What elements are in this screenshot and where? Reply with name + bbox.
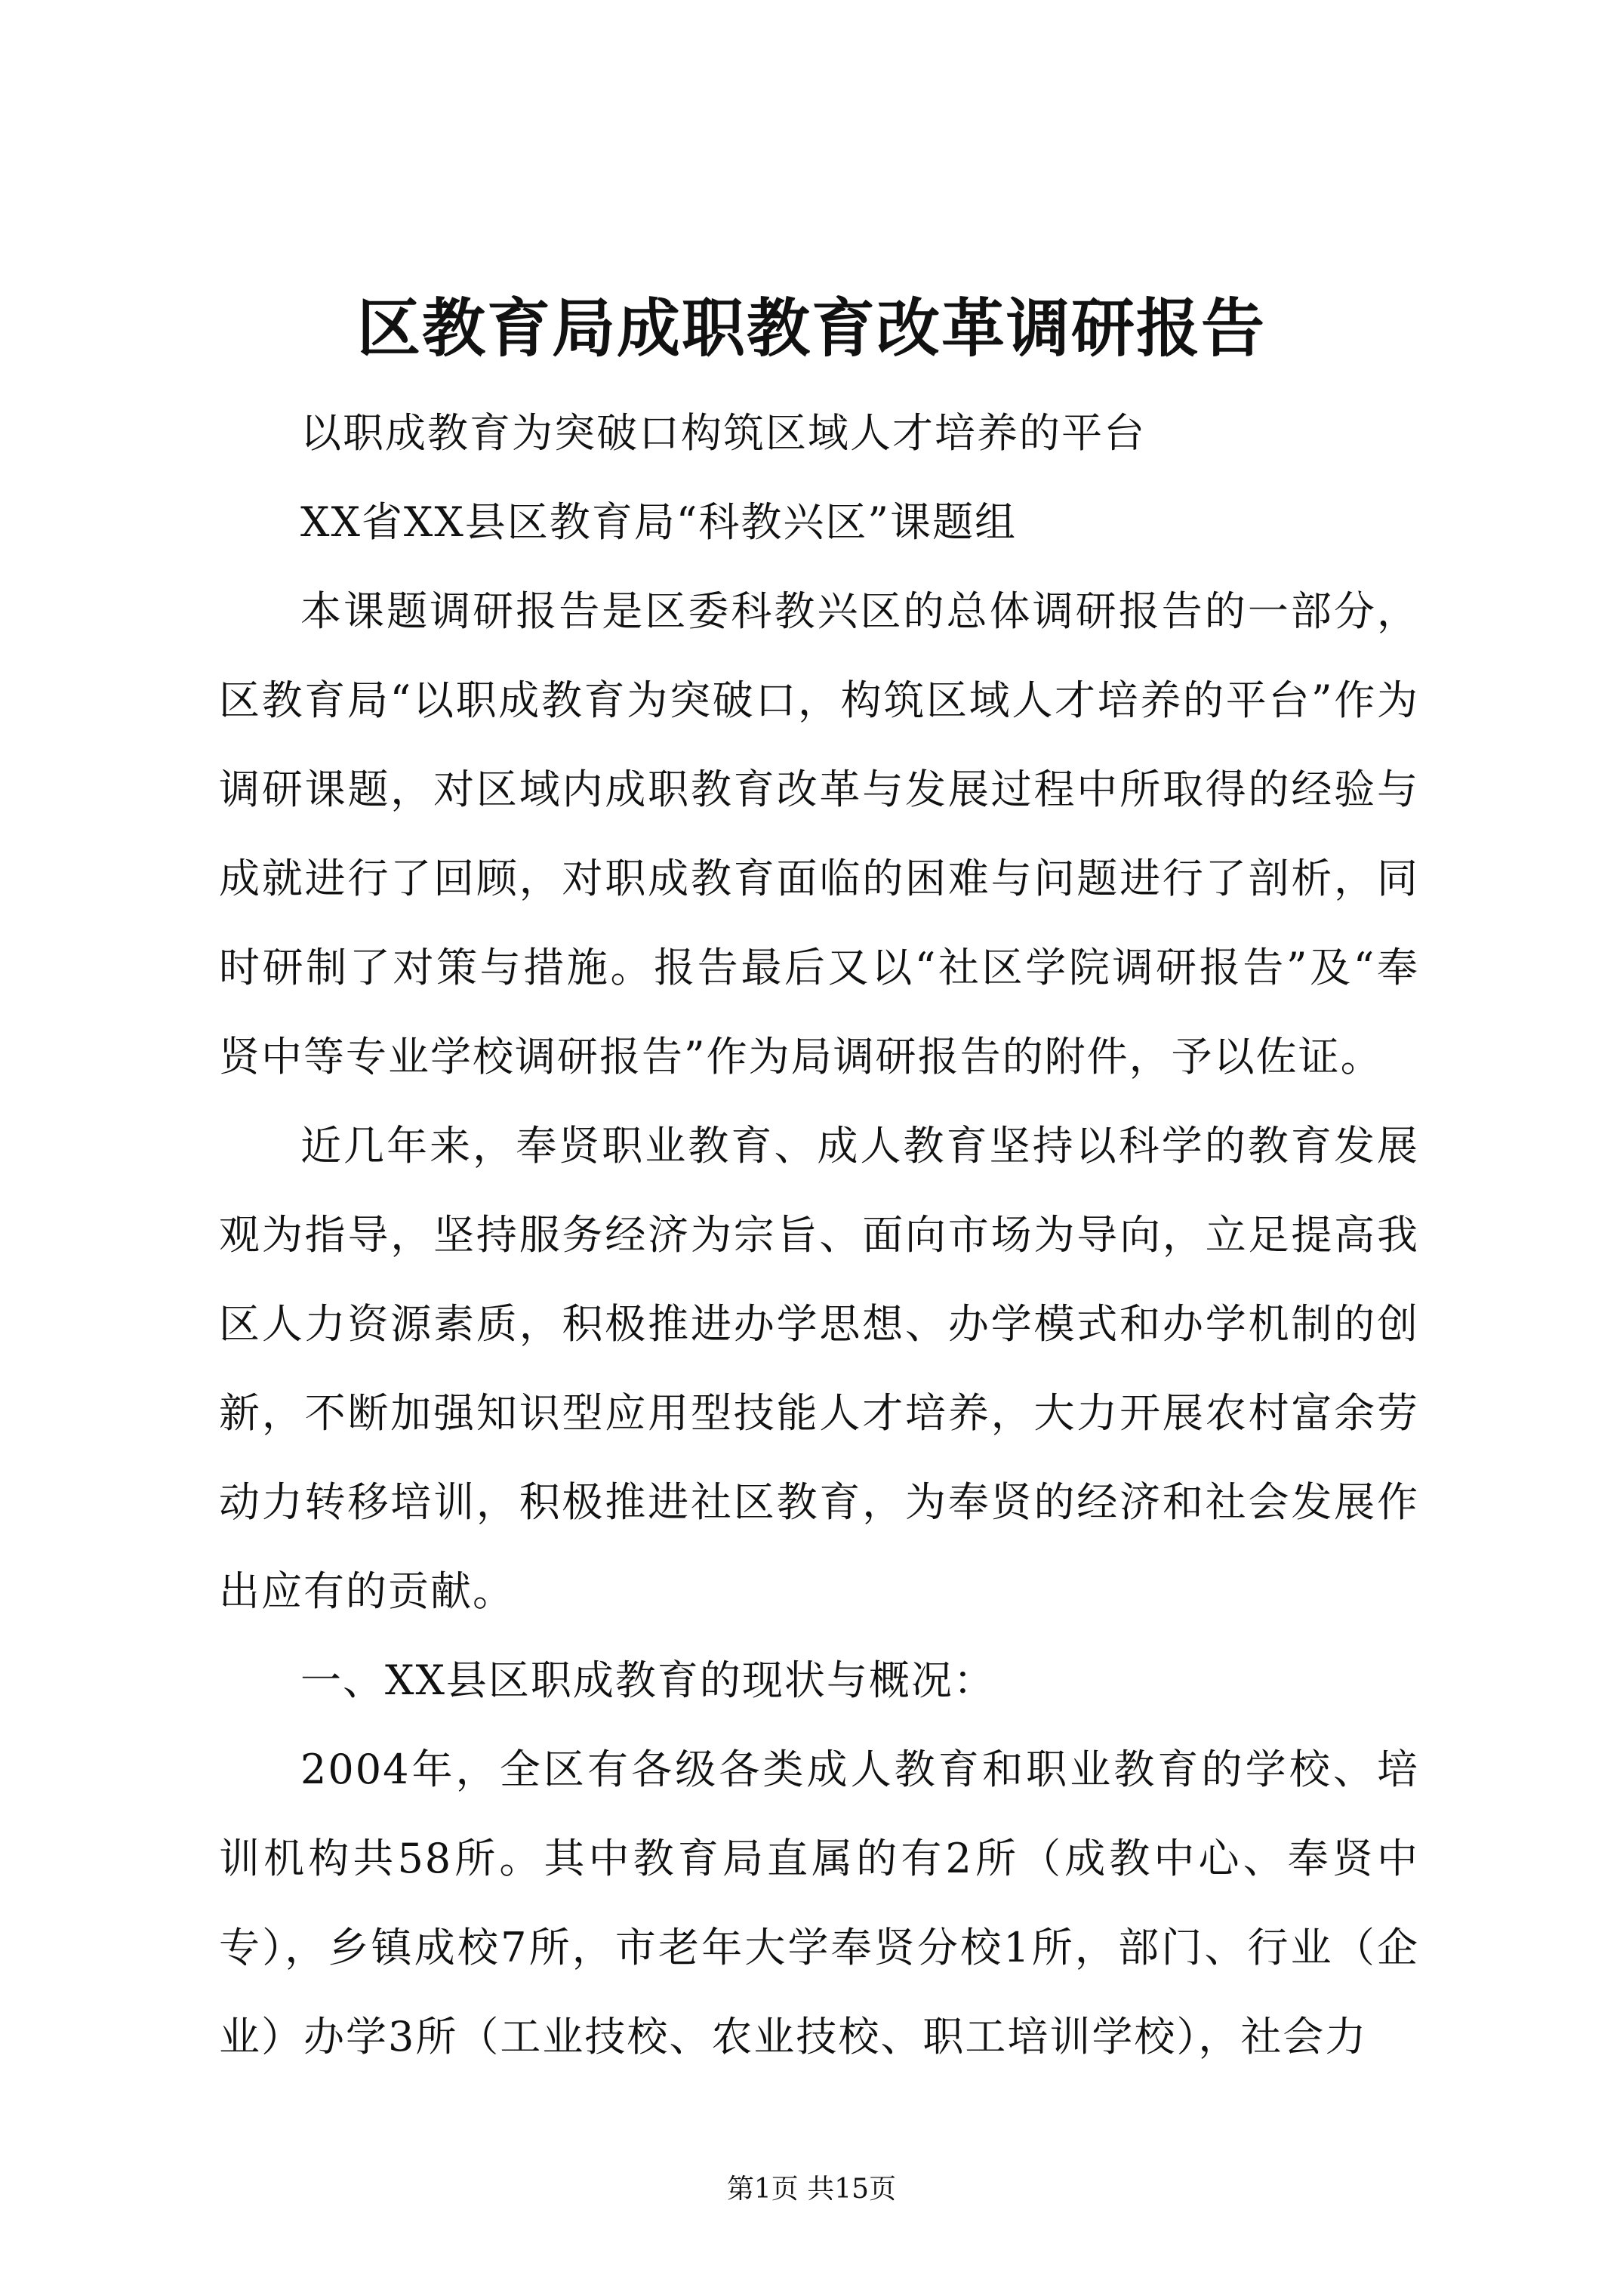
- document-title: 区教育局成职教育改革调研报告: [356, 291, 1266, 365]
- author-paragraph: XX省XX县区教育局“科教兴区”课题组: [300, 498, 1017, 546]
- document-body: [219, 389, 1419, 2082]
- section-heading: 一、XX县区职成教育的现状与概况：: [300, 1657, 996, 1704]
- subtitle-paragraph: 以职成教育为突破口构筑区域人才培养的平台: [300, 409, 1146, 457]
- body-paragraph: 本课题调研报告是区委科教兴区的总体调研报告的一部分，区教育局“以职成教育为突破口，构筑区域人才培养的平台”作为调研课题，对区域内成职教育改革与发展过程中所取得的经验与成就进行了回顾，对职成教育面临的困难与问题进行了剖析，同时研制了对策与措施。报告最后又以“社区学院调研报告”及“奉贤中等专业学校调研报告”作为局调研报告的附件，予以佐证。: [219, 587, 1419, 1080]
- body-paragraph: 2004年，全区有各级各类成人教育和职业教育的学校、培训机构共58所。其中教育局直属的有2所（成教中心、奉贤中专），乡镇成校7所，市老年大学奉贤分校1所，部门、行业（企业）办学3所（工业技校、农业技校、职工培训学校），社会力: [219, 1746, 1419, 2060]
- page-number-footer: 第1页 共15页: [726, 2174, 897, 2205]
- body-paragraph: 近几年来，奉贤职业教育、成人教育坚持以科学的教育发展观为指导，坚持服务经济为宗旨、面向市场为导向，立足提高我区人力资源素质，积极推进办学思想、办学模式和办学机制的创新，不断加强知识型应用型技能人才培养，大力开展农村富余劳动力转移培训，积极推进社区教育，为奉贤的经济和社会发展作出应有的贡献。: [219, 1122, 1419, 1615]
